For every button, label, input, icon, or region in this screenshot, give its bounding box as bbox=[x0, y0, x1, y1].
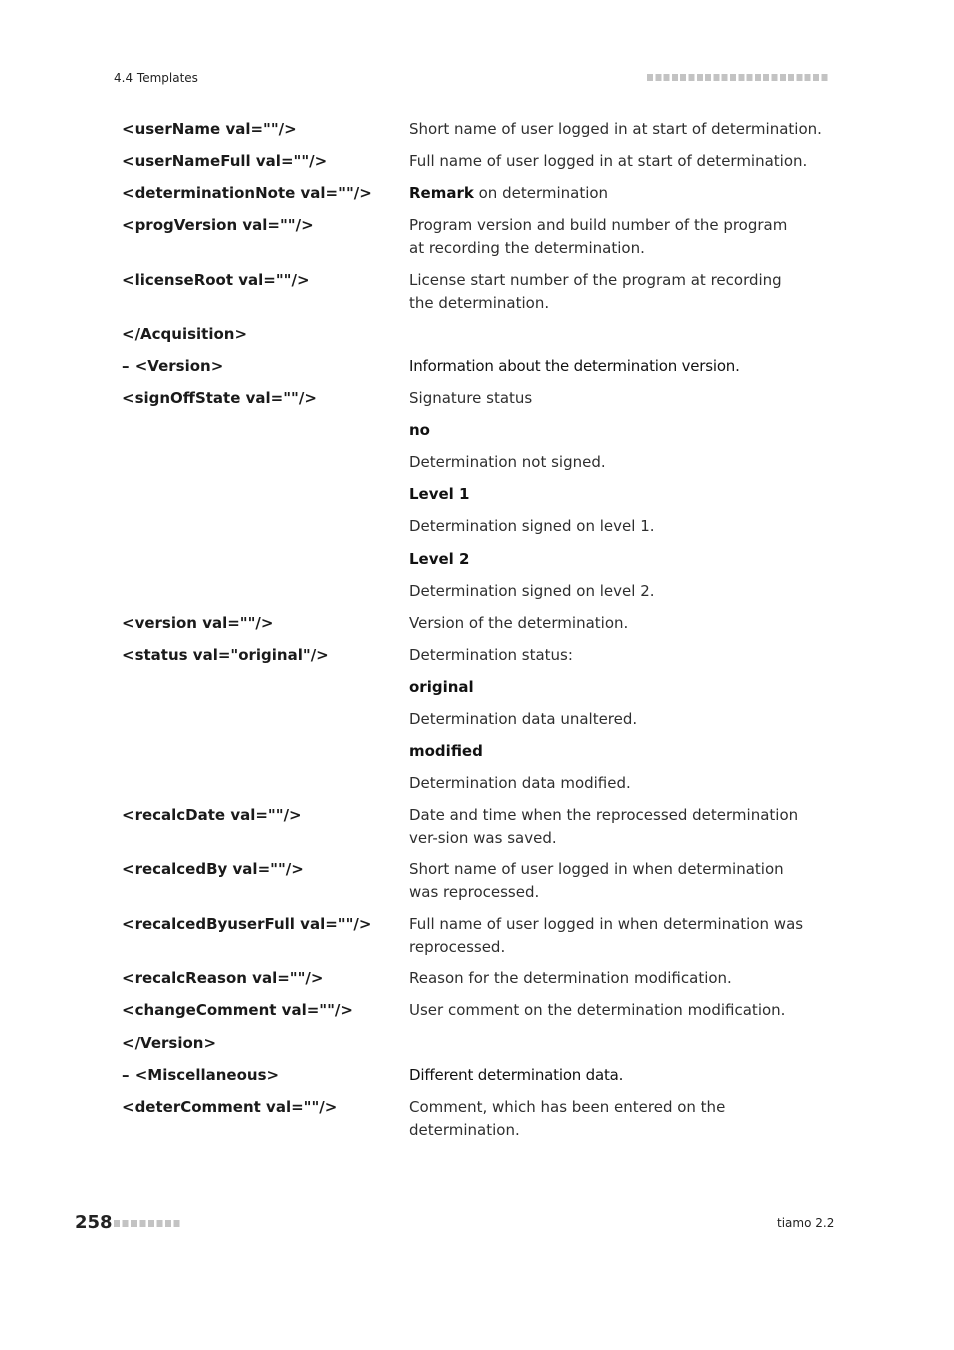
term: <userName val=""/> bbox=[122, 120, 297, 138]
term: <recalcReason val=""/> bbox=[122, 969, 324, 987]
term: <deterComment val=""/> bbox=[122, 1098, 338, 1116]
header-decoration bbox=[647, 74, 829, 81]
term: <status val="original"/> bbox=[122, 646, 329, 664]
term: <progVersion val=""/> bbox=[122, 216, 314, 234]
section-description: Different determination data. bbox=[409, 1066, 624, 1084]
term: <recalcDate val=""/> bbox=[122, 806, 302, 824]
description: User comment on the determination modification. bbox=[409, 1001, 786, 1019]
description-rest: on determination bbox=[473, 184, 609, 202]
description: Reason for the determination modification. bbox=[409, 969, 732, 987]
value-description: Determination signed on level 1. bbox=[409, 517, 655, 535]
term: <determinationNote val=""/> bbox=[122, 184, 372, 202]
value-name: Level 1 bbox=[409, 485, 470, 503]
term: <changeComment val=""/> bbox=[122, 1001, 353, 1019]
value-name: no bbox=[409, 421, 430, 439]
term: <userNameFull val=""/> bbox=[122, 152, 328, 170]
description: Version of the determination. bbox=[409, 614, 629, 632]
description-keyword: Remark bbox=[409, 184, 474, 202]
running-header-section: 4.4 Templates bbox=[114, 71, 198, 85]
description: Short name of user logged in when determination was reprocessed. bbox=[409, 860, 784, 901]
value-name: original bbox=[409, 678, 474, 696]
value-description: Determination data modified. bbox=[409, 774, 631, 792]
description: Determination status: bbox=[409, 646, 573, 664]
value-description: Determination data unaltered. bbox=[409, 710, 638, 728]
term: – <Version> bbox=[122, 357, 224, 375]
value-name: modified bbox=[409, 742, 483, 760]
footer-decoration bbox=[114, 1220, 182, 1227]
product-name: tiamo 2.2 bbox=[777, 1216, 835, 1230]
description: Date and time when the reprocessed determination ver-sion was saved. bbox=[409, 806, 799, 847]
value-name: Level 2 bbox=[409, 550, 470, 568]
term: </Acquisition> bbox=[122, 325, 248, 343]
description bbox=[409, 182, 829, 205]
description: Short name of user logged in at start of determination. bbox=[409, 120, 822, 138]
description: Program version and build number of the program at recording the determination. bbox=[409, 216, 788, 257]
term: </Version> bbox=[122, 1034, 217, 1052]
description: Full name of user logged in at start of determination. bbox=[409, 152, 808, 170]
value-description: Determination not signed. bbox=[409, 453, 606, 471]
term: <recalcedByuserFull val=""/> bbox=[122, 915, 372, 933]
page-number: 258 bbox=[75, 1212, 113, 1233]
section-description: Information about the determination version. bbox=[409, 357, 740, 375]
description: Signature status bbox=[409, 389, 533, 407]
description: Comment, which has been entered on the determination. bbox=[409, 1098, 726, 1139]
term: <signOffState val=""/> bbox=[122, 389, 317, 407]
value-description: Determination signed on level 2. bbox=[409, 582, 655, 600]
term: <version val=""/> bbox=[122, 614, 274, 632]
term: – <Miscellaneous> bbox=[122, 1066, 280, 1084]
term: <recalcedBy val=""/> bbox=[122, 860, 304, 878]
description: License start number of the program at recording the determination. bbox=[409, 271, 782, 312]
term: <licenseRoot val=""/> bbox=[122, 271, 310, 289]
description: Full name of user logged in when determination was reprocessed. bbox=[409, 915, 804, 956]
